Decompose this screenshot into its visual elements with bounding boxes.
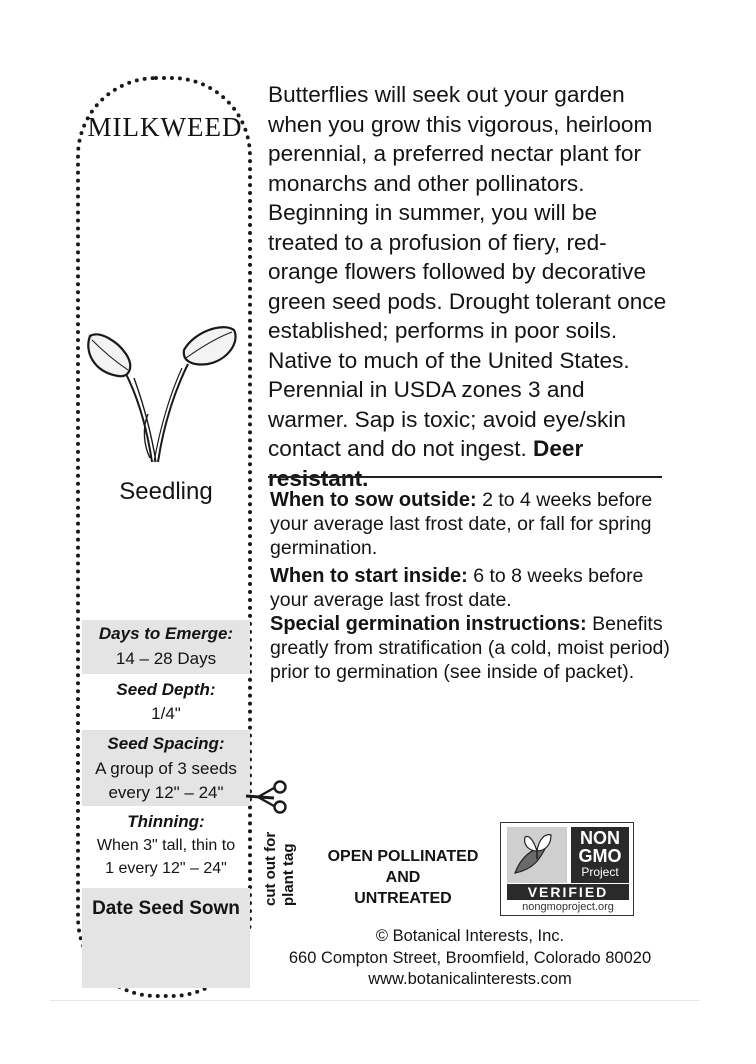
sow-outside-section xyxy=(270,488,670,560)
germination-heading: Special germination instructions: xyxy=(270,613,587,635)
thinning-label: Thinning: xyxy=(127,812,205,831)
open-pollinated-label xyxy=(318,846,488,909)
divider xyxy=(268,476,662,478)
seed-spacing-value-line2: every 12" – 24" xyxy=(108,783,224,802)
seedling-illustration xyxy=(82,318,242,468)
seedling-caption: Seedling xyxy=(119,478,213,505)
start-inside-section xyxy=(270,564,670,612)
copyright: © Botanical Interests, Inc. xyxy=(375,927,565,945)
date-sown-label: Date Seed Sown xyxy=(92,898,240,919)
non-gmo-badge xyxy=(500,822,634,916)
open-pollinated-line2: AND xyxy=(385,869,421,886)
deer-resistant-text: Deer resistant. xyxy=(268,436,584,491)
thinning-value-line1: When 3" tall, thin to xyxy=(96,837,236,854)
days-to-emerge-label: Days to Emerge: xyxy=(98,624,234,643)
butterfly-leaf-icon xyxy=(507,827,567,883)
description-text: Butterflies will seek out your garden when you grow this vigorous, heirloom perennial, a preferred nectar plant for monarchs and other pollinators. Beginning in summer, you will be treated to a profusion of fiery, red-orange flowers followed by decorative green seed pods. Drought tolerant once established; performs in poor soils. Native to much of the United States. Perennial in USDA zones 3 and warmer. Sap is toxic; avoid eye/skin contact and do not ingest. xyxy=(268,82,667,461)
badge-url: nongmoproject.org xyxy=(522,901,614,913)
sow-outside-text: 2 to 4 weeks before your average last frost date, or fall for spring germination. xyxy=(270,489,653,559)
seed-spacing-label: Seed Spacing: xyxy=(107,734,225,753)
seed-depth-label: Seed Depth: xyxy=(116,680,216,699)
plant-name: MILKWEED xyxy=(87,112,243,142)
bottom-rule xyxy=(50,1000,700,1001)
badge-gmo: GMO xyxy=(578,846,622,866)
open-pollinated-line3: UNTREATED xyxy=(354,890,452,907)
badge-non: NON xyxy=(580,828,620,848)
sow-outside-heading: When to sow outside: xyxy=(270,489,477,511)
badge-verified: VERIFIED xyxy=(507,884,629,900)
days-to-emerge-value: 14 – 28 Days xyxy=(115,649,217,668)
cutout-instruction: cut out for plant tag xyxy=(262,831,297,906)
non-gmo-text-block xyxy=(571,827,629,883)
thinning-value-line2: 1 every 12" – 24" xyxy=(105,860,227,877)
address: 660 Compton Street, Broomfield, Colorado 80020 xyxy=(288,948,652,967)
badge-project: Project xyxy=(581,865,619,879)
germination-text: Benefits greatly from stratification (a cold, moist period) prior to germination (see inside of packet). xyxy=(270,613,670,683)
seed-spacing-value-line1: A group of 3 seeds xyxy=(95,759,237,778)
start-inside-heading: When to start inside: xyxy=(270,565,468,587)
germination-section xyxy=(270,612,670,684)
start-inside-text: 6 to 8 weeks before your average last frost date. xyxy=(270,565,644,611)
footer xyxy=(270,926,670,991)
open-pollinated-line1: OPEN POLLINATED xyxy=(327,848,479,865)
seed-depth-value: 1/4" xyxy=(151,704,181,723)
description xyxy=(268,80,668,493)
website-link[interactable]: www.botanicalinterests.com xyxy=(368,970,572,988)
